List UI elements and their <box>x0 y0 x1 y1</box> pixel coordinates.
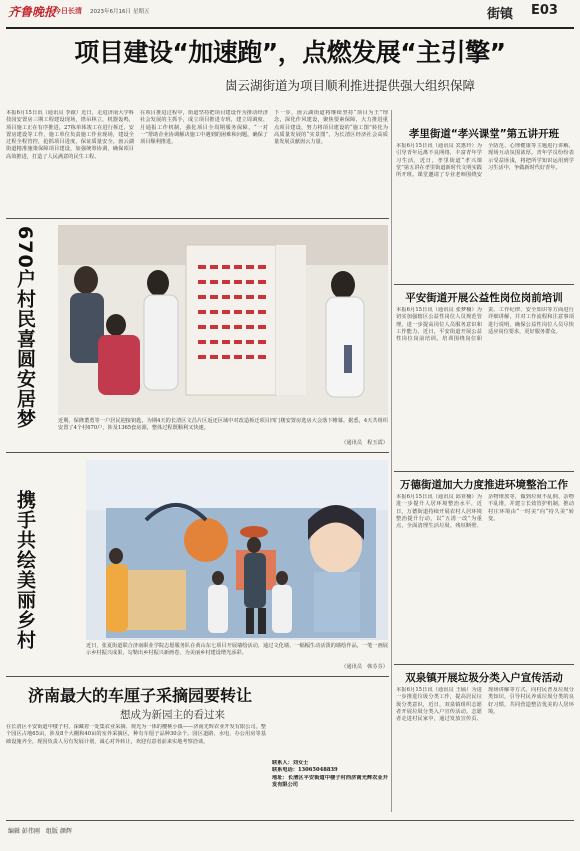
issue-weekday: 星期五 <box>133 9 150 15</box>
side2-title-text: 平安街道开展公益性岗位岗前培训 <box>405 292 563 304</box>
side4-title <box>394 670 574 685</box>
issue-date: 2023年6月16日 <box>90 9 131 15</box>
side3-title <box>394 477 574 492</box>
mural-caption: 近日，张夏街道联合济南职业学院志愿服务队在黄山东七项目开展墙绘活动，通过文化墙、一幅幅生动活泼的墙绘作品，一笔一画展示乡村振兴成果，勾勒出乡村振兴新画卷，为美丽乡村建设增光添彩。 <box>86 643 388 657</box>
side3-title-text: 万德街道加大力度推进环境整治工作 <box>400 479 568 491</box>
side4-body: 本报6月15日讯（通讯员 王硕）为进一步推进垃圾分类工作，提高居民垃圾分类意识，近日，双泉镇组织志愿者开展垃圾分类入户宣传活动。志愿者走进村民家中，通过发放宣传页、现场讲解等方式，向村民普及垃圾分类知识，引导村民养成垃圾分类的良好习惯，共同营造整洁优美的人居环境。 <box>396 687 574 723</box>
main-body-col2: 在项目推进过程中，街道坚持把项目建设作为推动经济社会发展的主抓手，成立项目推进专班，建立周调度、月通报工作机制，强化项目全周期服务保障，“一对一”帮助企业协调解决施工中遇到的困难和问题，确保了项目顺利推进。 <box>140 110 268 146</box>
anju-story-title: 670户村民喜圆安居梦 <box>14 226 36 429</box>
anju-credit: （通讯员 程玉霞） <box>341 440 388 446</box>
cherry-contact-box <box>272 760 388 810</box>
cherry-contact-address: 地址：长清区平安街道中楼子村西济南光辉农业开发有限公司 <box>272 774 388 788</box>
cherry-subhead: 想成为新园主的看过来 <box>120 709 225 721</box>
anju-photo <box>58 225 388 415</box>
mural-photo <box>86 460 388 640</box>
mural-story-title: 携手共绘美丽乡村 <box>14 490 36 650</box>
cherry-contact-person: 联系人：刘女士 <box>272 760 309 766</box>
side1-title-text: 孝里街道“孝兴课堂”第五讲开班 <box>408 128 560 140</box>
edition-name: 今日长清 <box>54 7 82 15</box>
side2-body: 本报6月15日讯（通讯员 张梦楠）为切实加强辖区公益性岗位人员规范管理，进一步提高岗位人员服务意识和工作能力，近日，平安街道开展公益性岗位岗前培训。培训围绕岗位职责、工作纪律、安全知识等方面进行详细讲解，并对工作流程和注意事项进行说明，确保公益性岗位人员尽快适应岗位要求，更好服务群众。 <box>396 307 574 343</box>
masthead <box>0 0 580 30</box>
side2-title <box>394 290 574 305</box>
main-headline: 项目建设“加速跑”，点燃发展“主引擎” <box>74 38 506 67</box>
side1-body: 本报6月15日讯（通讯员 宾惠玲）为引导青年远离不良网络，丰富青年学习生活，近日，孝里街道“孝兴课堂”第五讲在孝里街道新时代文明实践所开班。课堂邀请了专业老师围绕安全防范、心理健康等主题进行讲解，现场互动氛围浓厚。青年学员纷纷表示受益匪浅，将把所学知识运用到学习生活中，争做新时代好青年。 <box>396 143 574 179</box>
main-body-col1: 本报6月15日讯（通讯员 李歙）近日，走进济南大学科技园安置房三期工程建设现场，塔吊林立，机器轰鸣，项目施工正在有序推进。27栋单体竣工在进行拆迁、安置房建设等工作，施工单位负责施工作业现场，建设全过程全程管控，抢抓项目进度，保证质量安全。崮云湖街道精准施策保障项目建设，加强统筹协调，确保项目高效推进，打造了人民满意的民生工程。 <box>6 110 134 160</box>
page-number: E03 <box>531 3 558 18</box>
anju-caption: 近期，保隆董勇等一户居民迎接钥匙，为期4天的长清区文昌片区返还区域中对改造拆迁项目四门楼安置房选房大会落下帷幕。据悉，4天共组织安置了4个村670户，涉及1365套房源，整体过程既顺利又快速。 <box>58 418 388 432</box>
main-subhead: 崮云湖街道为项目顺利推进提供强大组织保障 <box>224 78 475 93</box>
cherry-body: 在长清区平安街道中楼子村，深藏着一处集农业采摘、观光为一体的樱桃小镇——济南光辉农业开发有限公司。整个园区占地65亩，涉及8个大棚和40亩的室外采摘区，种有车厘子品种30余个。园区道路、水电、办公用房等基础设施齐全，现因负责人另有发展计划，诚心对外转让，欢迎有意者前来实地考察洽谈。 <box>6 724 266 745</box>
mural-credit: （通讯员 韩芬芬） <box>341 664 388 670</box>
section-name: 街镇 <box>487 7 514 22</box>
side1-title <box>394 126 574 141</box>
side4-title-text: 双泉镇开展垃圾分类入户宣传活动 <box>405 672 563 684</box>
cherry-contact-phone: 联系电话：13065048839 <box>272 767 338 774</box>
side3-body: 本报6月15日讯（通讯员 邱亚楠）为进一步提升人居环境整治水平，近日，万德街道持续开展农村人居环境整治提升行动，以“五清一改”为重点，全面清理生活垃圾、残垣断壁、杂物堆放等，做到垃圾不乱倒、杂物不乱堆，并建立长效管护机制，推动村庄环境由“一时美”向“持久美”转变。 <box>396 494 574 530</box>
newspaper-logo: 齐鲁晚报 <box>8 5 57 19</box>
footer-credits: 编辑 彭伟刚 组版 颜辉 <box>8 828 72 835</box>
main-body-col3: 下一步，崮云湖街道将继续坚持“项目为王”理念，深化作风建设，聚焦要素保障，大力推进重点项目建设，努力将项目建设的“施工图”转化为高质量发展的“实景图”，为长清区经济社会高质量发展贡献崮云力量。 <box>274 110 388 146</box>
cherry-headline: 济南最大的车厘子采摘园要转让 <box>28 686 253 705</box>
